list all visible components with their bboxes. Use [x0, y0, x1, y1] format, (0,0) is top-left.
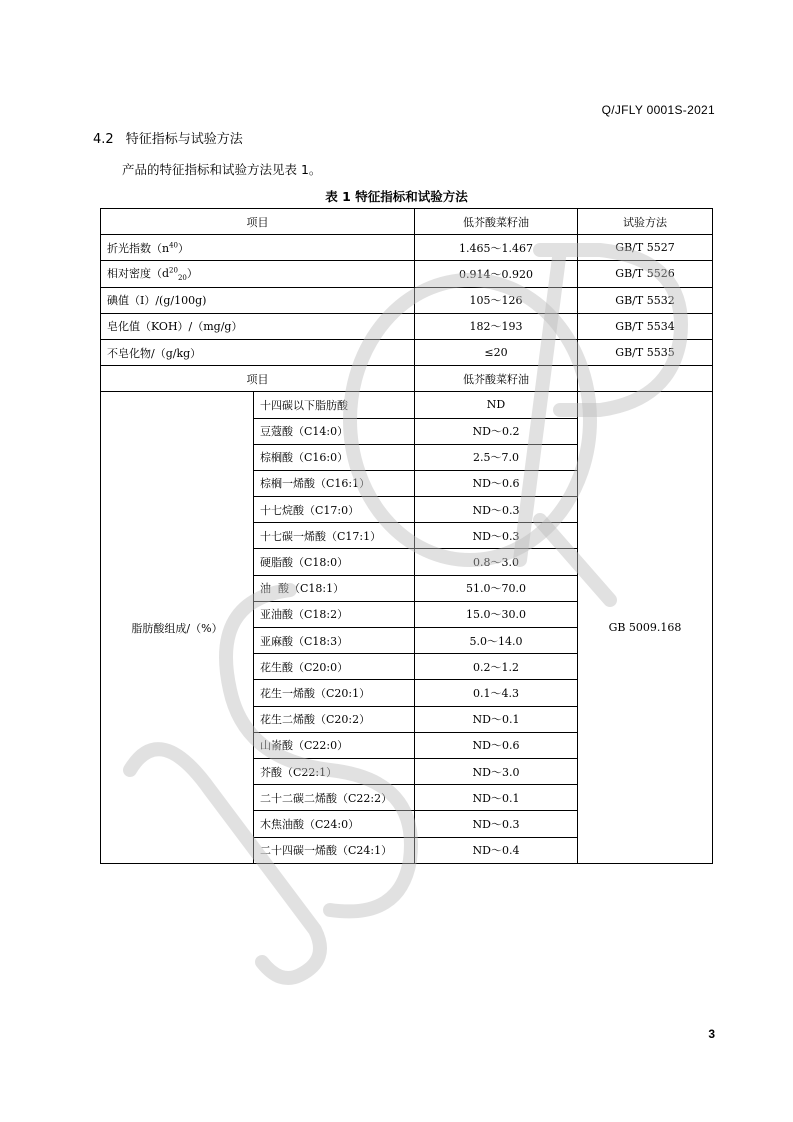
- subheader-item: 项目: [101, 366, 415, 392]
- fatty-acid-value: ND～0.3: [415, 811, 578, 837]
- row-method: GB/T 5534: [578, 313, 713, 339]
- fatty-acid-value: ND～0.3: [415, 497, 578, 523]
- document-code: Q/JFLY 0001S-2021: [601, 103, 715, 117]
- fatty-acid-name: 亚麻酸（C18:3）: [254, 628, 415, 654]
- row-value: 1.465～1.467: [415, 235, 578, 261]
- table-row: [101, 261, 713, 287]
- row-method: GB/T 5526: [578, 261, 713, 287]
- fatty-acid-value: ND～0.1: [415, 785, 578, 811]
- row-label: 不皂化物/（g/kg）: [101, 339, 415, 365]
- fatty-acid-name: 棕榈酸（C16:0）: [254, 444, 415, 470]
- fatty-acid-value: ND～0.3: [415, 523, 578, 549]
- fatty-acid-value: 2.5～7.0: [415, 444, 578, 470]
- table-row: [101, 313, 713, 339]
- fatty-acid-name: 花生二烯酸（C20:2）: [254, 706, 415, 732]
- row-value: 0.914～0.920: [415, 261, 578, 287]
- fatty-acid-name: 硬脂酸（C18:0）: [254, 549, 415, 575]
- page-number: 3: [708, 1027, 715, 1041]
- table-header-row: [101, 209, 713, 235]
- fatty-acid-name: 花生酸（C20:0）: [254, 654, 415, 680]
- fatty-acid-method: GB 5009.168: [578, 392, 713, 863]
- fatty-acid-value: 51.0～70.0: [415, 575, 578, 601]
- subheader-value: 低芥酸菜籽油: [415, 366, 578, 392]
- fatty-acid-name: 十七碳一烯酸（C17:1）: [254, 523, 415, 549]
- table-row: [101, 287, 713, 313]
- spec-table: [100, 208, 713, 864]
- section-heading: [93, 128, 243, 147]
- table-subheader-row: [101, 366, 713, 392]
- fatty-acid-value: 5.0～14.0: [415, 628, 578, 654]
- fatty-acid-name: 二十四碳一烯酸（C24:1）: [254, 837, 415, 863]
- fatty-acid-value: ND～0.2: [415, 418, 578, 444]
- fatty-acid-name: 十四碳以下脂肪酸: [254, 392, 415, 418]
- header-value: 低芥酸菜籽油: [415, 209, 578, 235]
- row-method: GB/T 5527: [578, 235, 713, 261]
- fatty-acid-name: 花生一烯酸（C20:1）: [254, 680, 415, 706]
- table-row: [101, 339, 713, 365]
- table-caption: 表 1 特征指标和试验方法: [325, 189, 468, 204]
- fatty-acid-value: 15.0～30.0: [415, 601, 578, 627]
- fatty-acid-value: ND～0.6: [415, 732, 578, 758]
- row-method: GB/T 5535: [578, 339, 713, 365]
- section-number: 4.2: [93, 132, 114, 147]
- fatty-acid-name: 油 酸（C18:1）: [254, 575, 415, 601]
- section-title: 特征指标与试验方法: [125, 132, 243, 147]
- fatty-acid-name: 山嵛酸（C22:0）: [254, 732, 415, 758]
- fatty-acid-name: 木焦油酸（C24:0）: [254, 811, 415, 837]
- row-label: 皂化值（KOH）/（mg/g）: [101, 313, 415, 339]
- fatty-acid-name: 芥酸（C22:1）: [254, 758, 415, 784]
- fatty-acid-row: [101, 392, 713, 418]
- fatty-acid-name: 十七烷酸（C17:0）: [254, 497, 415, 523]
- row-label: 相对密度$(d^{20}_{20})$: [101, 261, 415, 287]
- intro-paragraph: 产品的特征指标和试验方法见表 1。: [122, 162, 322, 177]
- fatty-acid-name: 亚油酸（C18:2）: [254, 601, 415, 627]
- fatty-acid-group-label: 脂肪酸组成/（%）: [101, 392, 254, 863]
- fatty-acid-value: ND～3.0: [415, 758, 578, 784]
- header-item: 项目: [101, 209, 415, 235]
- fatty-acid-name: 豆蔻酸（C14:0）: [254, 418, 415, 444]
- header-method: 试验方法: [578, 209, 713, 235]
- fatty-acid-value: ND～0.1: [415, 706, 578, 732]
- row-label: 折光指数$(n^{40})$: [101, 235, 415, 261]
- row-value: 105～126: [415, 287, 578, 313]
- fatty-acid-value: 0.8～3.0: [415, 549, 578, 575]
- fatty-acid-name: 二十二碳二烯酸（C22:2）: [254, 785, 415, 811]
- table-row: [101, 235, 713, 261]
- row-value: ≤20: [415, 339, 578, 365]
- fatty-acid-value: 0.1～4.3: [415, 680, 578, 706]
- row-label: 碘值（I）/(g/100g): [101, 287, 415, 313]
- fatty-acid-value: ND～0.4: [415, 837, 578, 863]
- row-method: GB/T 5532: [578, 287, 713, 313]
- fatty-acid-name: 棕榈一烯酸（C16:1）: [254, 470, 415, 496]
- row-value: 182～193: [415, 313, 578, 339]
- fatty-acid-value: ND～0.6: [415, 470, 578, 496]
- fatty-acid-value: ND: [415, 392, 578, 418]
- subheader-empty: [578, 366, 713, 392]
- fatty-acid-value: 0.2～1.2: [415, 654, 578, 680]
